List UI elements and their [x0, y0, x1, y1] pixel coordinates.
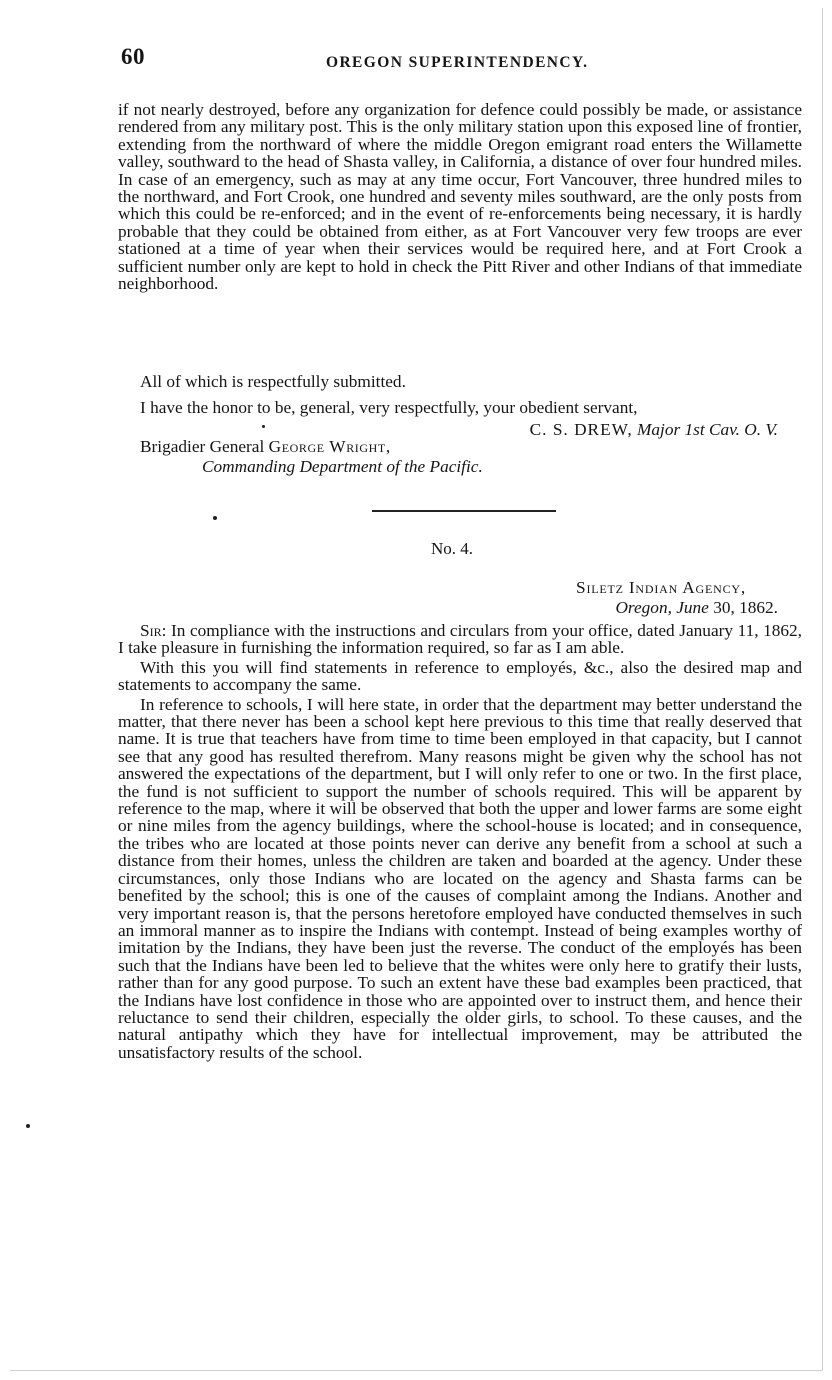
agency-heading: Siletz Indian Agency,	[576, 578, 746, 597]
dateline-place: Oregon, June	[615, 598, 709, 617]
dateline-date: 30, 1862.	[713, 598, 778, 617]
ink-speck	[262, 425, 265, 428]
ink-speck	[213, 516, 217, 520]
section-divider	[372, 510, 556, 512]
letter-2-paragraph-2: With this you will find statements in reference to employés, &c., also the desired map and statements to accompany the same.	[118, 657, 802, 695]
letter-2-body	[118, 622, 802, 1063]
dateline	[615, 598, 778, 618]
page-number: 60	[121, 44, 145, 69]
ink-speck	[26, 1124, 30, 1128]
letter-2-paragraph-1	[118, 622, 802, 657]
letter-1-body	[118, 101, 802, 292]
document-number: No. 4.	[431, 539, 474, 558]
addressee-prefix: Brigadier General	[140, 437, 265, 456]
closing-line-2: I have the honor to be, general, very respectfully, your obedient servant,	[140, 398, 638, 417]
running-title: OREGON SUPERINTENDENCY.	[326, 54, 589, 71]
paragraph-1-text: In compliance with the instructions and circulars from your office, dated January 11, 1862, I take pleasure in furnishing the information required, so far as I am able.	[118, 621, 802, 658]
signature-rank: Major 1st Cav. O. V.	[637, 420, 778, 439]
salutation: Sir:	[140, 621, 167, 640]
letter-1-paragraph: if not nearly destroyed, before any organization for defence could possibly be made, or assistance rendered from any military post. This is the only military station upon this exposed line of frontier, extending from the northward of where the middle Oregon emigrant road enters the Willamette valley, southward to the head of Shasta valley, in California, a distance of over four hundred miles. In case of an emergency, such as may at any time occur, Fort Vancouver, three hundred miles to the northward, and Fort Crook, one hundred and seventy miles southward, are the only posts from which this could be re-enforced; and in the event of re-enforcements being necessary, it is hardly probable that they could be obtained from either, as at Fort Vancouver very few troops are ever stationed at a time of year when their services would be required here, and at Fort Crook a sufficient number only are kept to hold in check the Pitt River and other Indians of that immediate neighborhood.	[118, 100, 802, 294]
addressee	[140, 437, 391, 457]
closing-line-1: All of which is respectfully submitted.	[140, 372, 406, 391]
addressee-name: George Wright,	[268, 437, 391, 456]
addressee-title: Commanding Department of the Pacific.	[202, 457, 483, 476]
signature-name: C. S. DREW,	[529, 420, 633, 439]
signature	[530, 420, 778, 440]
letter-2-paragraph-3: In reference to schools, I will here state, in order that the department may better understand the matter, that there never has been a school kept here previous to this time that really deserved that name. It is true that teachers have from time to time been employed in that capacity, but I cannot see that any good has resulted therefrom. Many reasons might be given why the school has not answered the expectations of the department, but I will only refer to one or two. In the first place, the fund is not sufficient to support the number of schools required. This will be apparent by reference to the map, where it will be observed that both the upper and lower farms are some eight or nine miles from the agency buildings, where the school-house is located; and in consequence, the tribes who are located at those points never can derive any benefit from a school at such a distance from their homes, unless the children are taken and boarded at the agency. Under these circumstances, only those Indians who are located on the agency and Shasta farms can be benefited by the school; this is one of the causes of complaint among the Indians. Another and very important reason is, that the persons heretofore employed have conducted themselves in such an immoral manner as to inspire the Indians with contempt. Instead of being examples worthy of imitation by the Indians, they have been just the reverse. The conduct of the employés has been such that the Indians have been led to believe that the whites were only here to gratify their lusts, rather than for any good purpose. To such an extent have these bad examples been practiced, that the Indians have lost confidence in those who are appointed over to instruct them, and hence their reluctance to send their children, especially the older girls, to school. To these causes, and the natural antipathy which they have for intellectual improvement, may be attributed the unsatisfactory results of the school.	[118, 694, 802, 1062]
